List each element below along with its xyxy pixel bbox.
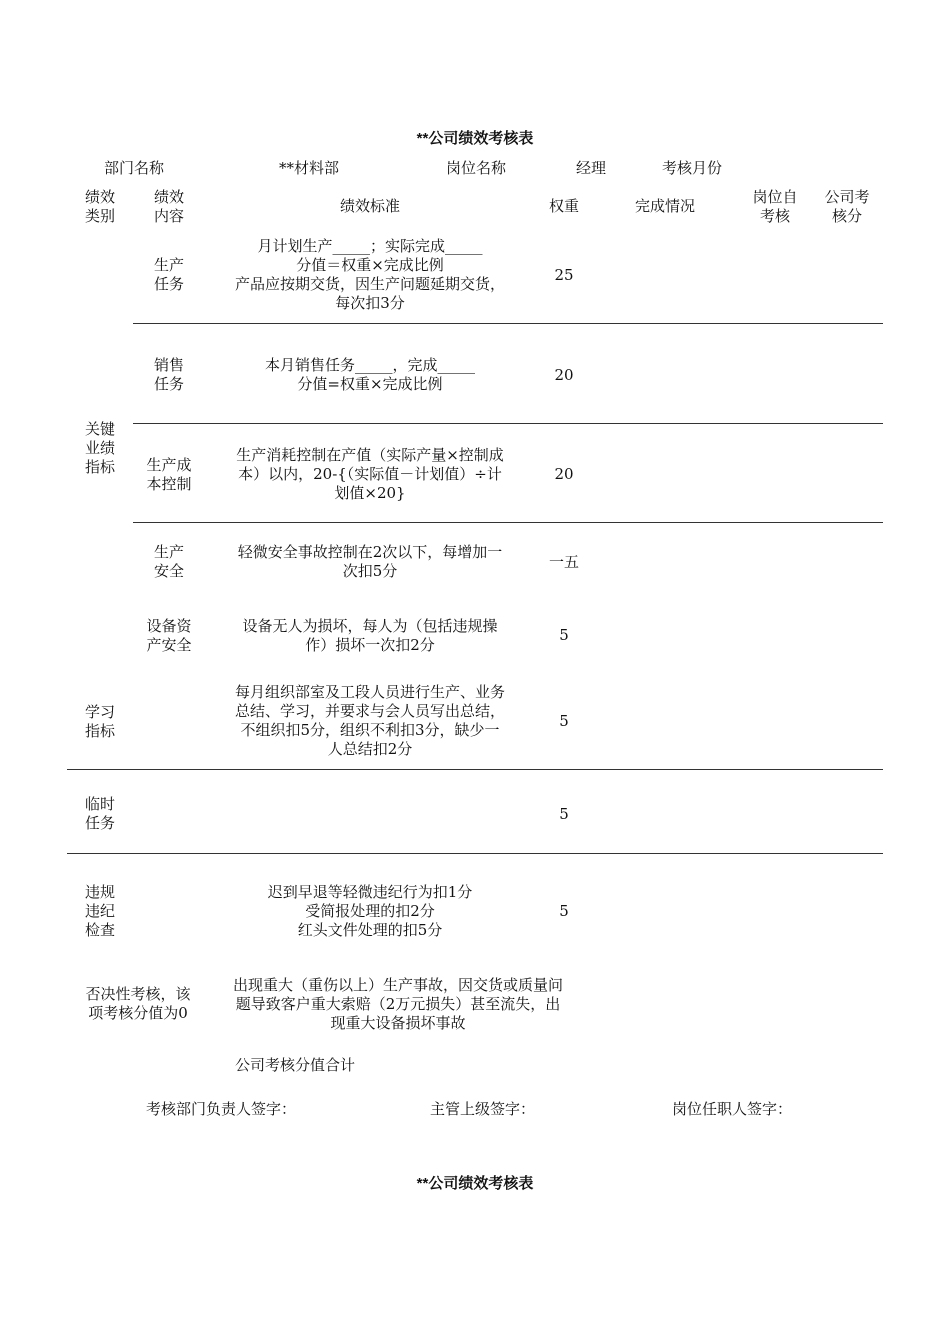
group-temp-task: 临时 任务	[84, 795, 115, 832]
row-content: 生产 任务	[153, 256, 184, 293]
group-key-indicators: 关键 业绩 指标	[84, 420, 115, 476]
row-divider	[133, 423, 883, 424]
row-weight: 5	[559, 626, 569, 644]
row-standard: 设备无人为损坏，每人为（包括违规操 作）损坏一次扣2分	[242, 617, 498, 654]
col-completion: 完成情况	[634, 197, 695, 215]
total-label: 公司考核分值合计	[235, 1056, 356, 1074]
row-standard: 出现重大（重伤以上）生产事故，因交货或质量问 题导致客户重大索赔（2万元损失）甚至流失，出 现重大设备损坏事故	[232, 976, 563, 1032]
row-standard: 生产消耗控制在产值（实际产量×控制成 本）以内，20-{（实际值－计划值）÷计 划值×20}	[236, 446, 504, 502]
row-weight: 25	[554, 266, 574, 284]
row-divider	[133, 522, 883, 523]
row-weight: 5	[559, 805, 569, 823]
row-weight: 20	[554, 366, 574, 384]
row-weight: 一五	[548, 553, 579, 571]
row-weight: 20	[554, 465, 574, 483]
row-content: 生产 安全	[153, 543, 184, 580]
row-weight: 5	[559, 712, 569, 730]
group-learning: 学习 指标	[84, 703, 115, 740]
col-content: 绩效 内容	[153, 188, 184, 225]
row-divider	[133, 323, 883, 324]
signature-employee: 岗位任职人签字：	[672, 1100, 793, 1118]
row-standard: 月计划生产_____；实际完成_____ 分值＝权重×完成比例 产品应按期交货，因生产问题延期交货， 每次扣3分	[234, 237, 505, 312]
dept-label: 部门名称	[104, 159, 165, 177]
row-divider	[67, 853, 883, 854]
row-weight: 5	[559, 902, 569, 920]
row-divider	[67, 769, 883, 770]
signature-supervisor: 主管上级签字：	[430, 1100, 536, 1118]
col-weight: 权重	[548, 197, 579, 215]
col-standard: 绩效标准	[339, 197, 400, 215]
row-standard: 轻微安全事故控制在2次以下，每增加一 次扣5分	[237, 543, 503, 580]
footer-title: **公司绩效考核表	[416, 1175, 534, 1192]
group-violation: 违规 违纪 检查	[84, 883, 115, 939]
row-content: 生产成 本控制	[146, 456, 192, 493]
col-self-score: 岗位自 考核	[752, 188, 798, 225]
month-label: 考核月份	[662, 159, 723, 177]
row-content: 销售 任务	[153, 356, 184, 393]
post-label: 岗位名称	[446, 159, 507, 177]
signature-dept-head: 考核部门负责人签字：	[146, 1100, 297, 1118]
row-standard: 每月组织部室及工段人员进行生产、业务 总结、学习，并要求与会人员写出总结， 不组织扣5分，组织不利扣3分，缺少一 人总结扣2分	[234, 683, 505, 758]
row-standard: 本月销售任务_____，完成_____ 分值=权重×完成比例	[264, 356, 475, 393]
row-content: 设备资 产安全	[146, 617, 192, 654]
row-standard: 迟到早退等轻微违纪行为扣1分 受简报处理的扣2分 红头文件处理的扣5分	[267, 883, 473, 939]
group-veto: 否决性考核，该 项考核分值为0	[85, 985, 191, 1022]
col-category: 绩效 类别	[84, 188, 115, 225]
page-title: **公司绩效考核表	[416, 130, 534, 147]
col-company-score: 公司考 核分	[824, 188, 870, 225]
post-value: 经理	[576, 159, 607, 177]
dept-value: **材料部	[279, 159, 340, 177]
